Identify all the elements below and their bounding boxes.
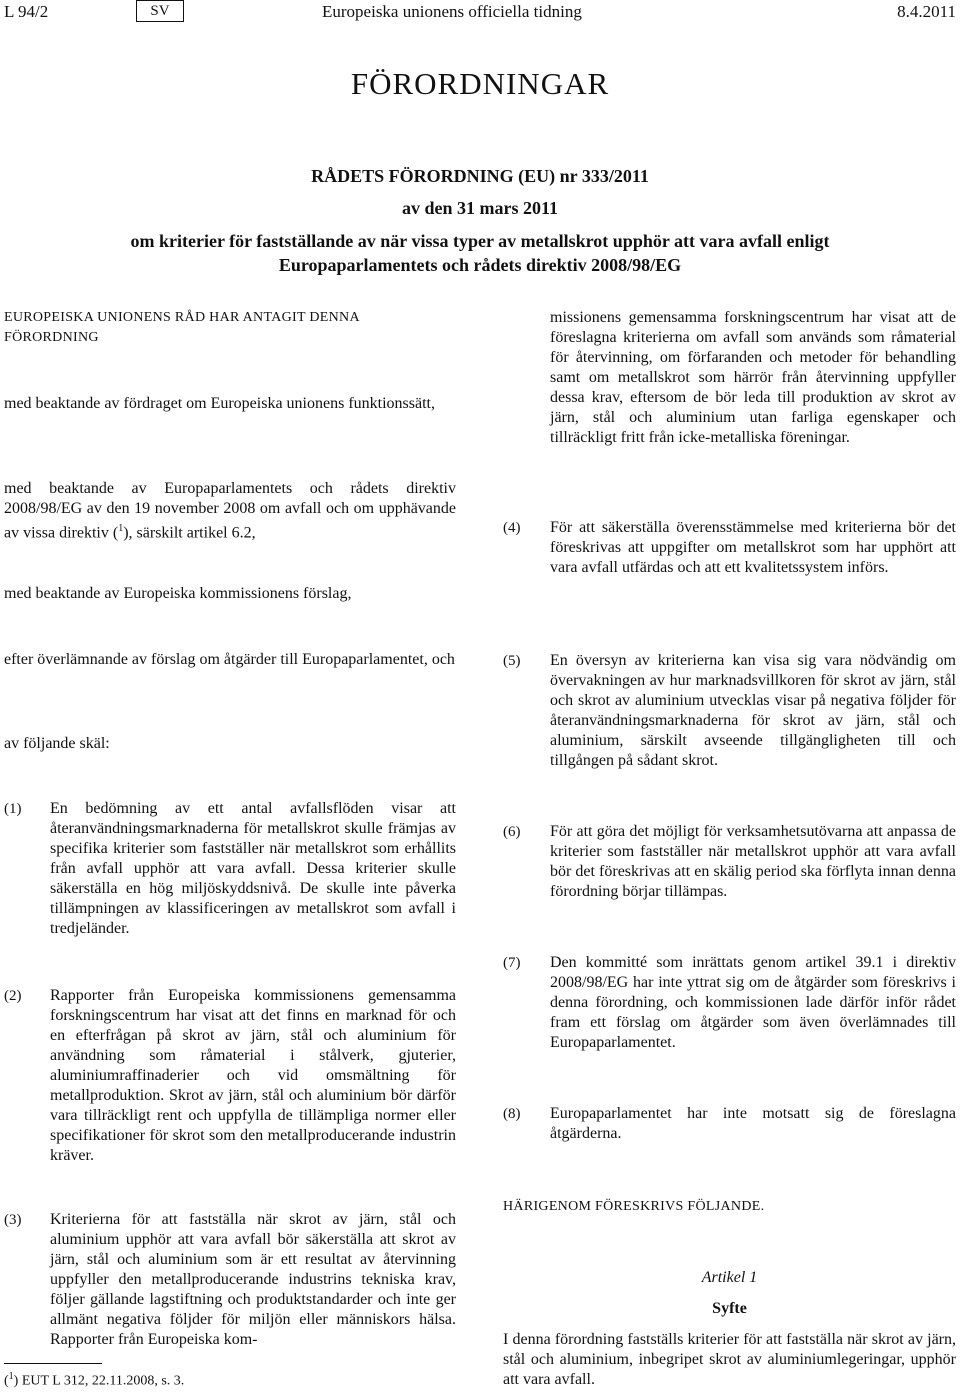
footnote: ($^1$) EUT L 312, 22.11.2008, s. 3. xyxy=(4,1371,185,1389)
publication-date: 8.4.2011 xyxy=(897,2,956,21)
recital-text: En översyn av kriterierna kan visa sig vara nödvändig om övervakningen av hur marknadsvillkoren för skrot av järn, stål och skrot av aluminium utvecklas visar på negativa följder för återanvändningsmarknaderna för skrot av järn, stål och aluminium, särskilt avseende tillgängligheten till och tillgången på sådant skrot. xyxy=(550,652,956,769)
recital-text: Kriterierna för att fastställa när skrot av järn, stål och aluminium upphör att vara avfall bör säkerställa att skrot av järn, stål och aluminium som är ett resultat av återvinning uppfyller den metallproducerande industrins tekniska krav, följer gällande lagstiftning och produktstandarder och inte ger allmänt negativa följder för miljön eller människors hälsa. Rapporter från Europeiska kom- xyxy=(50,1211,456,1348)
regulation-title: RÅDETS FÖRORDNING (EU) nr 333/2011 xyxy=(311,166,649,186)
recital-number: (4) xyxy=(503,520,521,536)
citation-parliament: efter överlämnande av förslag om åtgärder till Europaparlamentet, och xyxy=(4,651,455,668)
enacting-formula: HÄRIGENOM FÖRESKRIVS FÖLJANDE. xyxy=(503,1199,765,1214)
page-reference: L 94/2 xyxy=(4,2,49,21)
article-heading: Syfte xyxy=(712,1300,747,1317)
recital-number: (1) xyxy=(4,801,22,817)
recital-text: Europaparlamentet har inte motsatt sig de föreslagna åtgärderna. xyxy=(550,1105,956,1142)
recital-text: För att göra det möjligt för verksamhetsutövarna att anpassa de kriterier som fastställer när metallskrot upphör att vara avfall bör det föreskrivas att en skälig period ska förflyta innan denna förordning börjar tillämpas. xyxy=(550,823,956,900)
journal-name: Europeiska unionens officiella tidning xyxy=(322,2,582,21)
recital-text: En bedömning av ett antal avfallsflöden visar att återanvändningsmarknaderna för metallskrot skulle främjas av specifika kriterier som fastställer när metallskrot som erhållits från avfall upphör att vara avfall. Dessa kriterier skulle säkerställa en hög miljöskyddsnivå. De skulle inte påverka tillämpningen av klassificeringen av metallskrot som avfall i tredjeländer. xyxy=(50,800,456,937)
article-label: Artikel 1 xyxy=(701,1269,758,1286)
section-title: FÖRORDNINGAR xyxy=(350,66,610,101)
footnote-ref[interactable]: 1 xyxy=(118,523,124,534)
recital-text: Den kommitté som inrättats genom artikel 39.1 i direktiv 2008/98/EG har inte yttrat sig om de åtgärder som föreskrivs i denna förordning, och kommissionen lade därför inför rådet fram ett förslag om åtgärder som även överlämnades till Europaparlamentet. xyxy=(550,954,956,1051)
recital-text: Rapporter från Europeiska kommissionens gemensamma forskningscentrum har visat att det finns en marknad för och en efterfrågan på skrot av järn, stål och aluminium för användning som råmaterial i stålverk, gjuterier, aluminiumraffinaderier och vid omsmältning för metallproduktion. Skrot av järn, stål och aluminium bör därför vara tillräckligt rent och uppfylla de tillämpliga normer eller specifikationer för skrot som den metallproducerande industrin kräver. xyxy=(50,987,456,1164)
citation-directive: med beaktande av Europaparlamentets och rådets direktiv 2008/98/EG av den 19 november 2008 om avfall och om upphävande av vissa direktiv ($^1$), särskilt artikel 6.2, xyxy=(4,480,456,542)
recital-number: (3) xyxy=(4,1212,22,1228)
regulation-date: av den 31 mars 2011 xyxy=(401,198,558,218)
recital-number: (6) xyxy=(503,824,521,840)
citation-treaty: med beaktande av fördraget om Europeiska unionens funktionssätt, xyxy=(4,395,435,412)
recital-number: (2) xyxy=(4,988,22,1004)
regulation-subject: om kriterier för fastställande av när vissa typer av metallskrot upphör att vara avfall enligt Europaparlamentets och rådets direktiv 2008/98/EG xyxy=(130,231,830,275)
whereas-intro: av följande skäl: xyxy=(4,735,110,752)
language-badge: SV xyxy=(136,0,184,22)
adoption-statement: EUROPEISKA UNIONENS RÅD HAR ANTAGIT DENNA FÖRORDNING xyxy=(4,310,360,345)
citation-proposal: med beaktande av Europeiska kommissionens förslag, xyxy=(4,585,352,602)
recital-number: (7) xyxy=(503,955,521,971)
recital-continuation: missionens gemensamma forskningscentrum har visat att de föreslagna kriterierna om avfall som används som råmaterial för återvinning, om förfaranden och metoder för behandling samt om metallskrot som härrör från återvinning uppfyller dessa krav, eftersom de bör leda till produktion av skrot av järn, stål och aluminium utan farliga egenskaper och tillräckligt fritt från icke-metalliska föreningar. xyxy=(550,309,956,446)
footnote-separator xyxy=(4,1363,102,1364)
article-text: I denna förordning fastställs kriterier för att fastställa när skrot av järn, stål och aluminium, inbegripet skrot av aluminiumlegeringar, upphör att vara avfall. xyxy=(503,1331,956,1388)
recital-number: (5) xyxy=(503,653,521,669)
recital-text: För att säkerställa överensstämmelse med kriterierna bör det föreskrivas att uppgifter om metallskrot som har upphört att vara avfall utfärdas och att ett kvalitetssystem införs. xyxy=(550,519,956,576)
recital-number: (8) xyxy=(503,1106,521,1122)
